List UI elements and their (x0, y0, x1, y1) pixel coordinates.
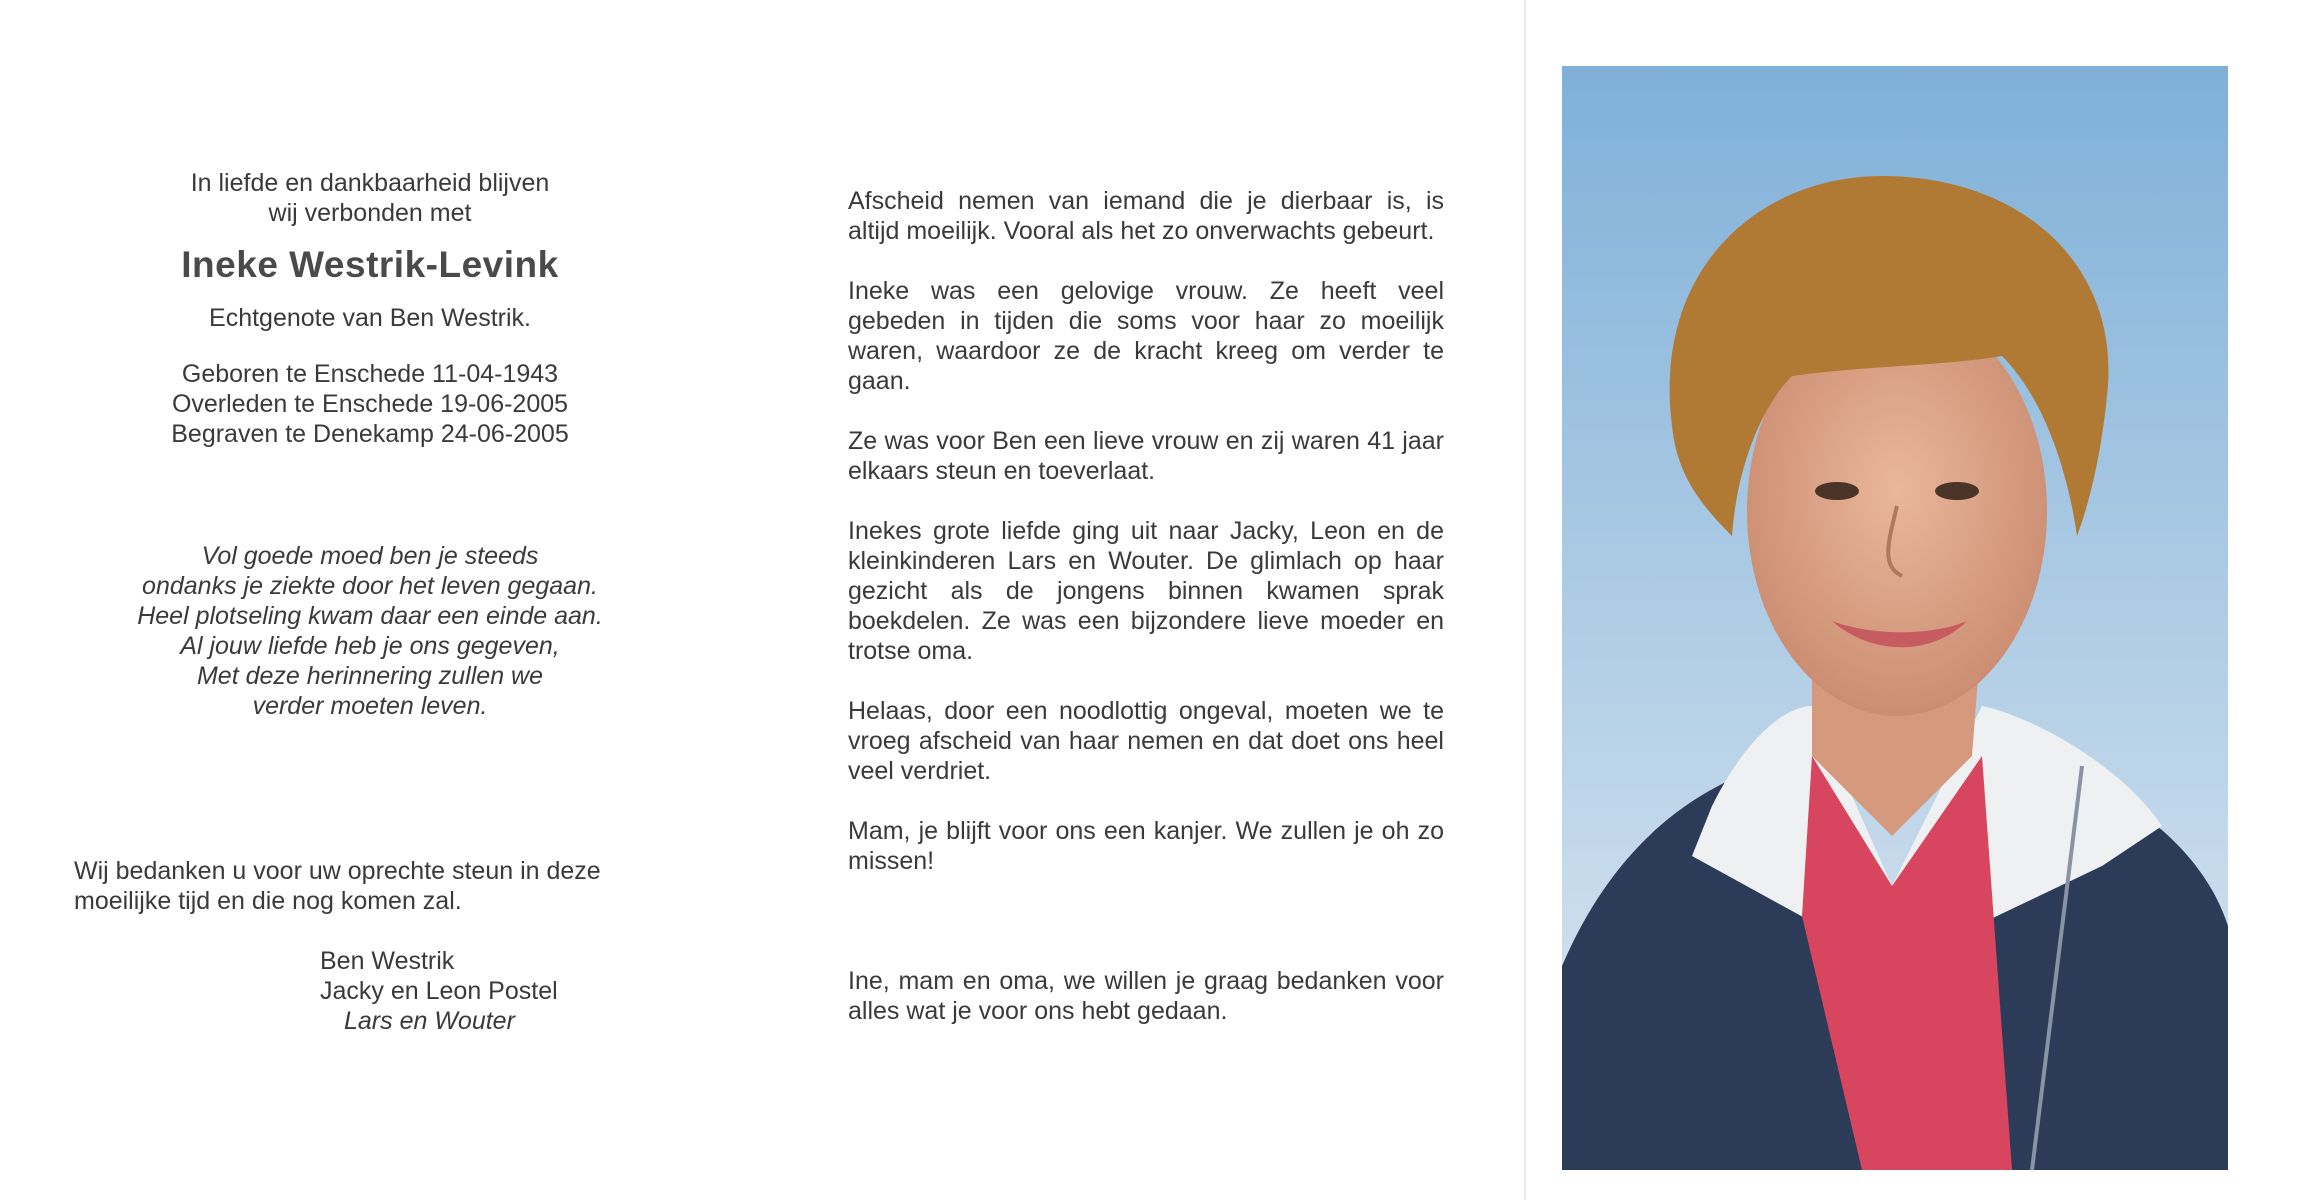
poem-line: Al jouw liefde heb je ons gegeven, (180, 632, 560, 660)
signature-line: Ben Westrik (320, 947, 455, 975)
thank-you-text (74, 856, 694, 916)
spouse-line: Echtgenote van Ben Westrik. (209, 304, 531, 332)
signature-line: Lars en Wouter (344, 1007, 515, 1035)
poem-line: verder moeten leven. (252, 692, 488, 720)
closing-paragraph: Ine, mam en oma, we willen je graag bedanken voor alles wat je voor ons hebt gedaan. (848, 967, 1444, 1025)
deceased-name: Ineke Westrik-Levink (181, 244, 559, 285)
left-eye (1815, 482, 1859, 500)
portrait-photo (1562, 66, 2228, 1170)
intro-line: In liefde en dankbaarheid blijven (190, 169, 550, 197)
middle-panel (848, 186, 1444, 1056)
intro-text (60, 168, 680, 228)
death-date: Overleden te Enschede 19-06-2005 (171, 390, 569, 418)
portrait-illustration (1562, 66, 2228, 1170)
burial-date: Begraven te Denekamp 24-06-2005 (171, 420, 569, 448)
poem-line: Met deze herinnering zullen we (196, 662, 544, 690)
poem-line: Heel plotseling kwam daar een einde aan. (137, 602, 603, 630)
birth-date: Geboren te Enschede 11-04-1943 (181, 360, 559, 388)
intro-line: wij verbonden met (268, 199, 472, 227)
paragraph: Ze was voor Ben een lieve vrouw en zij waren 41 jaar elkaars steun en toeverlaat. (848, 427, 1444, 485)
poem-line: Vol goede moed ben je steeds (201, 542, 539, 570)
paragraph: Helaas, door een noodlottig ongeval, moeten we te vroeg afscheid van haar nemen en dat doet ons heel veel verdriet. (848, 697, 1444, 785)
signature-line: Jacky en Leon Postel (320, 977, 558, 1005)
paragraph: Inekes grote liefde ging uit naar Jacky, Leon en de kleinkinderen Lars en Wouter. De glimlach op haar gezicht als de jongens binnen kwamen sprak boekdelen. Ze was een bijzondere lieve moeder en trotse oma. (848, 517, 1444, 665)
paragraph: Afscheid nemen van iemand die je dierbaar is, is altijd moeilijk. Vooral als het zo onverwachts gebeurt. (848, 187, 1444, 245)
thanks-line: Wij bedanken u voor uw oprechte steun in deze (74, 857, 601, 885)
poem (60, 541, 680, 721)
paragraph: Ineke was een gelovige vrouw. Ze heeft veel gebeden in tijden die soms voor haar zo moeilijk waren, waardoor ze de kracht kreeg om verder te gaan. (848, 277, 1444, 395)
dates-block (60, 359, 680, 449)
thanks-line: moeilijke tijd en die nog komen zal. (74, 887, 462, 915)
left-panel (60, 168, 680, 721)
fold-line (1524, 0, 1526, 1200)
signatures (320, 946, 558, 1036)
right-eye (1935, 482, 1979, 500)
paragraph: Mam, je blijft voor ons een kanjer. We zullen je oh zo missen! (848, 817, 1444, 875)
poem-line: ondanks je ziekte door het leven gegaan. (142, 572, 598, 600)
